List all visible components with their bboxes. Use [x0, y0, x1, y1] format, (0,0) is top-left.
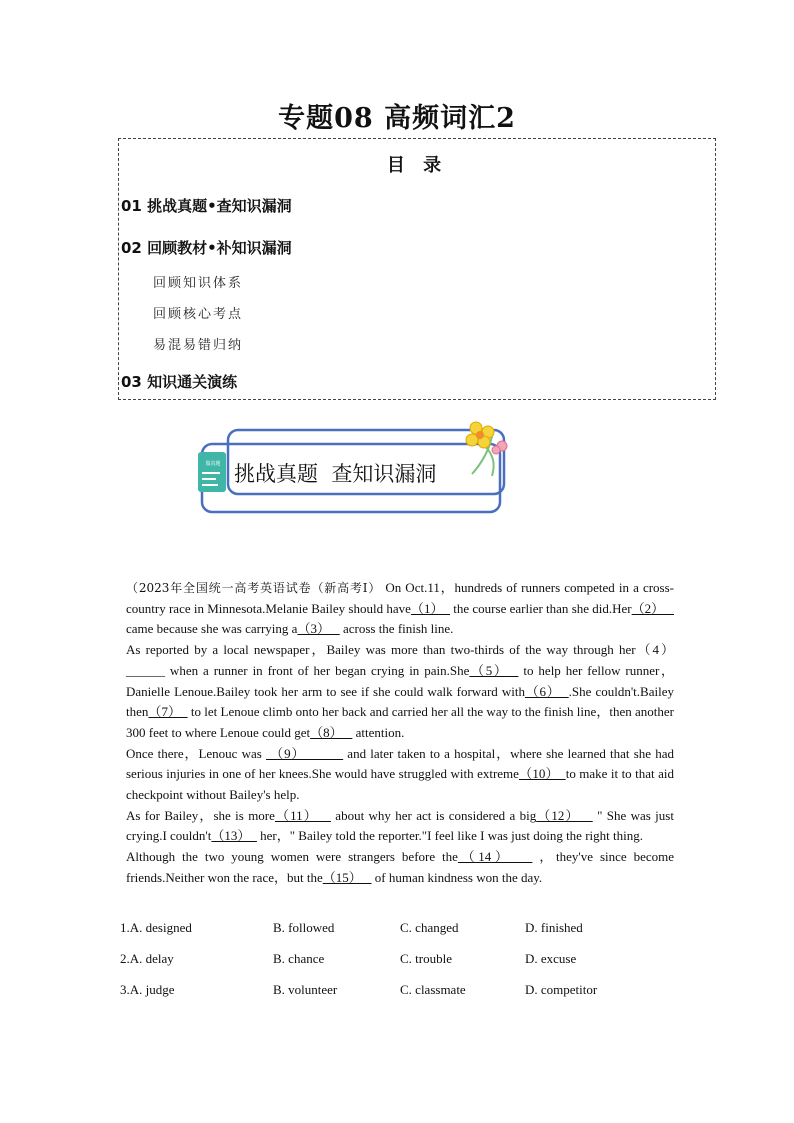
passage-paragraph [126, 640, 674, 744]
exam-icon [198, 452, 226, 492]
passage-text: Although the two young women were strangers before the [126, 849, 458, 865]
option-2c[interactable]: C. trouble [400, 951, 452, 966]
option-1b[interactable]: B. followed [273, 920, 335, 935]
passage-paragraph [126, 578, 674, 640]
passage-text: " She was just crying.I couldn't [126, 807, 674, 844]
passage-text: when a runner in front of her began crying in pain.She [165, 662, 470, 678]
passage-text: On Oct.11，hundreds of runners competed in a cross-country race in Minnesota.Melanie Bailey should have [126, 580, 674, 616]
passage-text: As reported by a local newspaper，Bailey was more than two-thirds of the way through her（4） [126, 642, 674, 658]
option-3c[interactable]: C. classmate [400, 982, 466, 997]
blank-7[interactable]: （7） [148, 704, 188, 720]
option-3b[interactable]: B. volunteer [273, 982, 338, 997]
cloze-passage [126, 578, 674, 889]
table-of-contents [118, 138, 716, 400]
passage-text: and later taken to a hospital，where she learned that she had serious injuries in one of her knees.She would have struggled with extreme [126, 745, 674, 782]
toc-subitem-core-points[interactable]: 回顾核心考点 [153, 307, 244, 322]
blank-5[interactable]: （5） [469, 662, 519, 678]
passage-text: across the finish line. [339, 621, 454, 637]
passage-text: about why her act is considered a big [330, 807, 537, 823]
passage-paragraph [126, 847, 674, 888]
option-1a[interactable]: 1.A. designed [120, 920, 192, 935]
blank-1[interactable]: （1） [410, 600, 450, 616]
toc-item-01[interactable]: 01 挑战真题•查知识漏洞 [121, 197, 292, 215]
option-2d[interactable]: D. excuse [525, 951, 577, 966]
option-3a[interactable]: 3.A. judge [120, 982, 175, 997]
passage-text: Once there，Lenouc was [126, 745, 267, 761]
passage-source: （2023年全国统一高考英语试卷（新高考Ⅰ） [126, 581, 382, 595]
passage-text: As for Bailey，she is more [126, 807, 275, 823]
blank-15[interactable]: （15） [322, 869, 372, 885]
passage-text: to help her fellow runner，Danielle Lenoue.Bailey took her arm to see if she could walk forward with [126, 662, 674, 699]
passage-text: of human kindness won the day. [371, 869, 543, 885]
blank-13[interactable]: （13） [211, 828, 257, 844]
toc-item-02[interactable]: 02 回顾教材•补知识漏洞 [121, 239, 292, 257]
passage-paragraph [126, 744, 674, 806]
option-1d[interactable]: D. finished [525, 920, 583, 935]
section-banner [192, 416, 522, 520]
blank-11[interactable]: （11） [274, 807, 331, 823]
option-2b[interactable]: B. chance [273, 951, 325, 966]
question-options-2 [120, 951, 680, 969]
toc-heading: 目 录 [386, 155, 448, 176]
blank-2[interactable]: （2） [631, 600, 674, 616]
option-3d[interactable]: D. competitor [525, 982, 598, 997]
toc-subitem-confusables[interactable]: 易混易错归纳 [153, 338, 244, 353]
passage-text: came because she was carrying a [126, 621, 298, 637]
option-2a[interactable]: 2.A. delay [120, 951, 174, 966]
passage-text: attention. [352, 724, 405, 740]
page-title: 专题08 高频词汇2 [278, 103, 516, 134]
passage-text: her，" Bailey told the reporter."I feel like I was just doing the right thing. [256, 828, 643, 844]
passage-text: .She couldn't.Bailey then [126, 683, 674, 720]
option-1c[interactable]: C. changed [400, 920, 459, 935]
blank-4[interactable]: ______ [126, 662, 165, 678]
blank-14[interactable]: （14） [457, 849, 533, 865]
question-options-1 [120, 920, 680, 938]
passage-text: to make it to that aid checkpoint without Bailey's help. [126, 766, 674, 803]
passage-text: ，they've since become friends.Neither won the race，but the [126, 849, 674, 885]
blank-9[interactable]: （9） [266, 745, 344, 761]
blank-6[interactable]: （6） [524, 683, 569, 699]
toc-item-03[interactable]: 03 知识通关演练 [121, 373, 238, 391]
blank-10[interactable]: （10） [518, 766, 566, 782]
blank-3[interactable]: （3） [297, 621, 340, 637]
banner-text: 挑战真题 查知识漏洞 [234, 462, 437, 486]
toc-subitem-knowledge-system[interactable]: 回顾知识体系 [153, 276, 244, 291]
blank-12[interactable]: （12） [536, 807, 593, 823]
passage-paragraph [126, 806, 674, 847]
passage-text: to let Lenoue climb onto her back and carried her all the way to the finish line，then another 300 feet to where Lenoue could get [126, 704, 674, 740]
banner-icon-label: 做真题 [205, 461, 221, 467]
blank-8[interactable]: （8） [310, 724, 353, 740]
question-options-3 [120, 982, 680, 1000]
passage-text: the course earlier than she did.Her [450, 600, 632, 616]
